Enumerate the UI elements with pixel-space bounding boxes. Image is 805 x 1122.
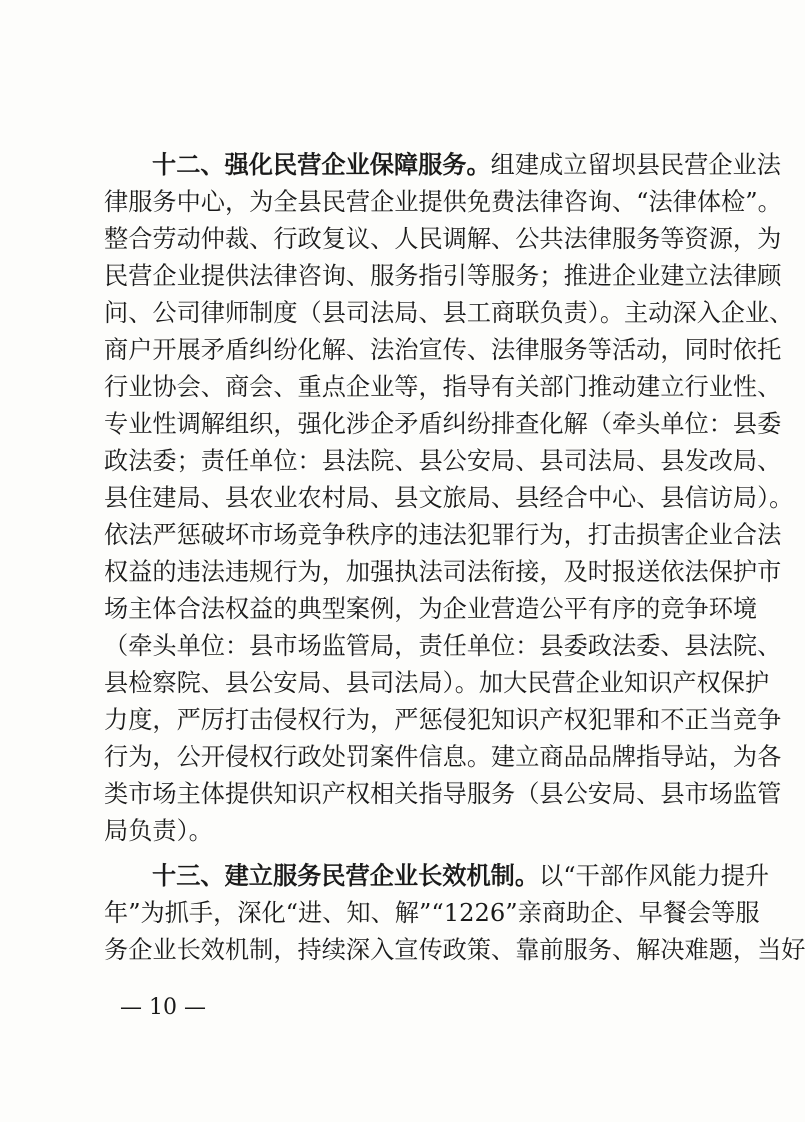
section-heading-13: 十三、建立服务民营企业长效机制。 bbox=[152, 861, 540, 890]
paragraph-12-line-17: 行为，公开侵权行政处罚案件信息。建立商品品牌指导站，为各 bbox=[104, 743, 782, 771]
paragraph-12-line-15: 县检察院、县公安局、县司法局）。加大民营企业知识产权保护 bbox=[104, 669, 770, 697]
paragraph-12-line-14: （牵头单位：县市场监管局，责任单位：县委政法委、县法院、 bbox=[104, 632, 782, 660]
paragraph-12-line-16: 力度，严厉打击侵权行为，严惩侵犯知识产权犯罪和不正当竞争 bbox=[104, 706, 782, 734]
paragraph-12-line-1: 十二、强化民营企业保障服务。组建成立留坝县民营企业法 bbox=[152, 150, 781, 179]
paragraph-12-line-18: 类市场主体提供知识产权相关指导服务（县公安局、县市场监管 bbox=[104, 780, 782, 808]
paragraph-12-line-6: 商户开展矛盾纠纷化解、法治宣传、法律服务等活动，同时依托 bbox=[104, 336, 782, 364]
paragraph-12-line-9: 政法委；责任单位：县法院、县公安局、县司法局、县发改局、 bbox=[104, 447, 782, 475]
paragraph-12-line-13: 场主体合法权益的典型案例，为企业营造公平有序的竞争环境 bbox=[104, 595, 758, 623]
page-number: — 10 — bbox=[120, 995, 206, 1020]
paragraph-12-line-4: 民营企业提供法律咨询、服务指引等服务；推进企业建立法律顾 bbox=[104, 262, 782, 290]
paragraph-13-line-1: 十三、建立服务民营企业长效机制。以“干部作风能力提升 bbox=[152, 861, 770, 890]
paragraph-12-line-8: 专业性调解组织，强化涉企矛盾纠纷排查化解（牵头单位：县委 bbox=[104, 410, 782, 438]
paragraph-12-line-10: 县住建局、县农业农村局、县文旅局、县经合中心、县信访局）。 bbox=[104, 484, 794, 512]
paragraph-12-line-3: 整合劳动仲裁、行政复议、人民调解、公共法律服务等资源，为 bbox=[104, 225, 782, 253]
paragraph-13-line-3: 务企业长效机制，持续深入宣传政策、靠前服务、解决难题，当好 bbox=[104, 936, 805, 964]
paragraph-12-line-11: 依法严惩破坏市场竞争秩序的违法犯罪行为，打击损害企业合法 bbox=[104, 521, 782, 549]
section-heading-12: 十二、强化民营企业保障服务。 bbox=[152, 150, 491, 179]
paragraph-12-line-7: 行业协会、商会、重点企业等，指导有关部门推动建立行业性、 bbox=[104, 373, 782, 401]
paragraph-12-line-19: 局负责）。 bbox=[104, 817, 213, 845]
paragraph-12-line-12: 权益的违法违规行为，加强执法司法衔接，及时报送依法保护市 bbox=[104, 558, 782, 586]
paragraph-13-line-2: 年”为抓手，深化“进、知、解”“1226”亲商助企、早餐会等服 bbox=[104, 899, 760, 927]
paragraph-12-line-5: 问、公司律师制度（县司法局、县工商联负责）。主动深入企业、 bbox=[104, 299, 794, 327]
paragraph-12-line-2: 律服务中心，为全县民营企业提供免费法律咨询、“法律体检”。 bbox=[104, 188, 782, 216]
